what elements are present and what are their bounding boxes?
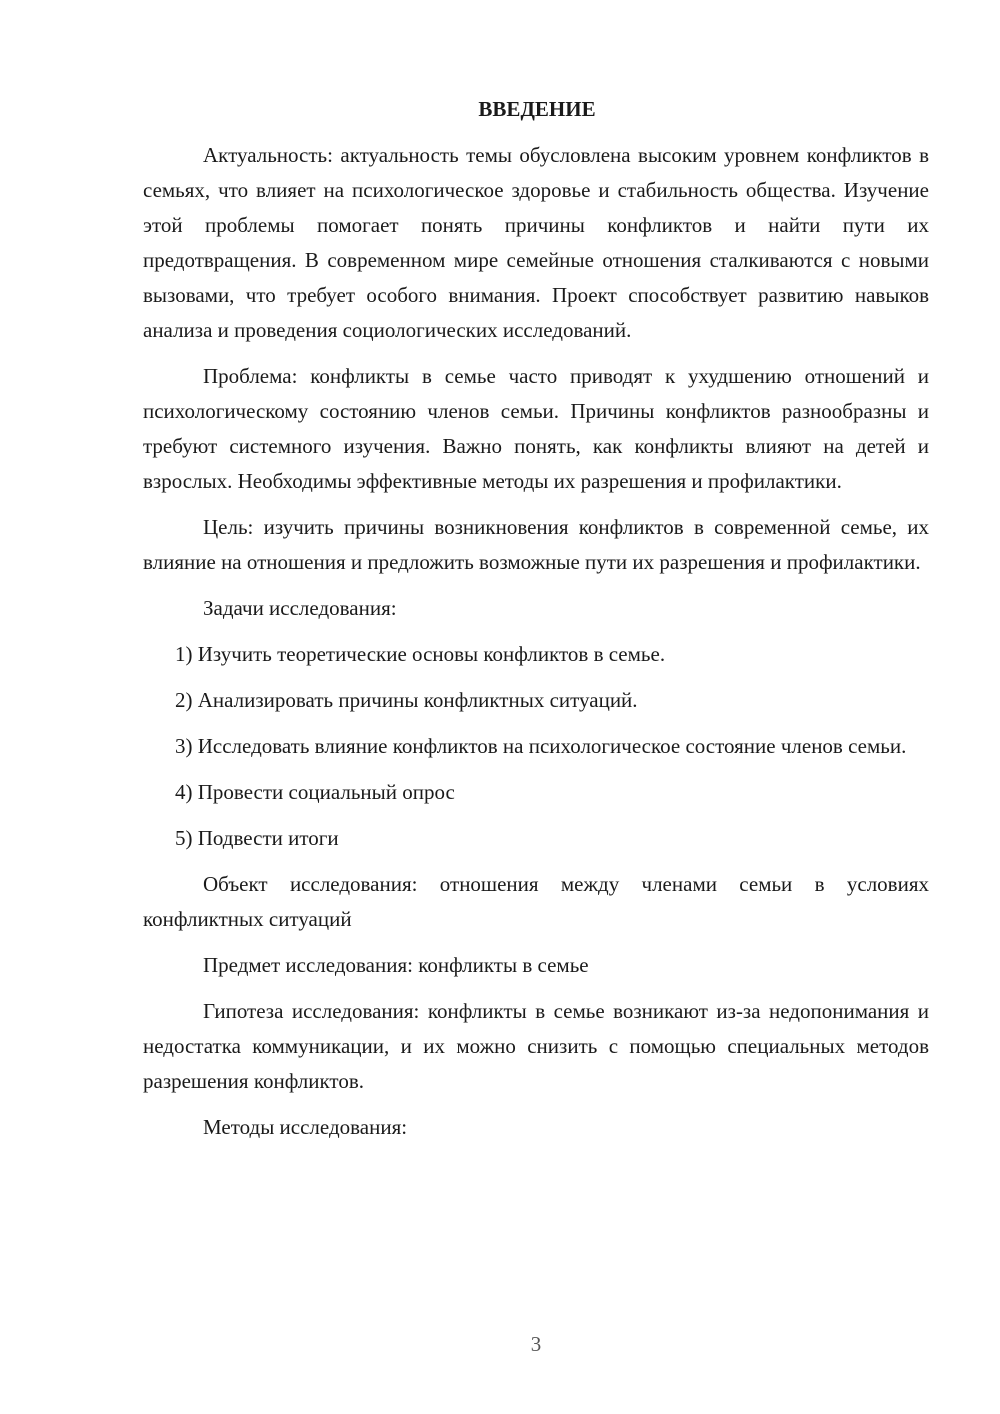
task-item: 1) Изучить теоретические основы конфликтов в семье. xyxy=(175,642,666,666)
paragraph-methods: Методы исследования: xyxy=(203,1115,408,1139)
task-item: 2) Анализировать причины конфликтных ситуаций. xyxy=(175,688,638,712)
document-page xyxy=(143,92,929,1156)
paragraph-subject: Предмет исследования: конфликты в семье xyxy=(203,953,589,977)
tasks-heading: Задачи исследования: xyxy=(203,596,397,620)
section-title: ВВЕДЕНИЕ xyxy=(478,97,596,121)
paragraph-relevance: Актуальность: актуальность темы обусловлена высоким уровнем конфликтов в семьях, что влияет на психологическое здоровье и стабильность общества. Изучение этой проблемы помогает понять причины конфликтов и найти пути их предотвращения. В современном мире семейные отношения сталкиваются с новыми вызовами, что требует особого внимания. Проект способствует развитию навыков анализа и проведения социологических исследований. xyxy=(143,143,929,342)
task-item: 3) Исследовать влияние конфликтов на психологическое состояние членов семьи. xyxy=(175,734,907,758)
page-number: 3 xyxy=(530,1332,542,1356)
paragraph-problem: Проблема: конфликты в семье часто приводят к ухудшению отношений и психологическому состоянию членов семьи. Причины конфликтов разнообразны и требуют системного изучения. Важно понять, как конфликты влияют на детей и взрослых. Необходимы эффективные методы их разрешения и профилактики. xyxy=(143,364,929,493)
paragraph-hypothesis: Гипотеза исследования: конфликты в семье возникают из-за недопонимания и недостатка коммуникации, и их можно снизить с помощью специальных методов разрешения конфликтов. xyxy=(143,999,929,1093)
task-item: 4) Провести социальный опрос xyxy=(175,780,455,804)
paragraph-goal: Цель: изучить причины возникновения конфликтов в современной семье, их влияние на отношения и предложить возможные пути их разрешения и профилактики. xyxy=(143,515,929,574)
task-item: 5) Подвести итоги xyxy=(175,826,339,850)
paragraph-object: Объект исследования: отношения между членами семьи в условиях конфликтных ситуаций xyxy=(143,872,929,931)
